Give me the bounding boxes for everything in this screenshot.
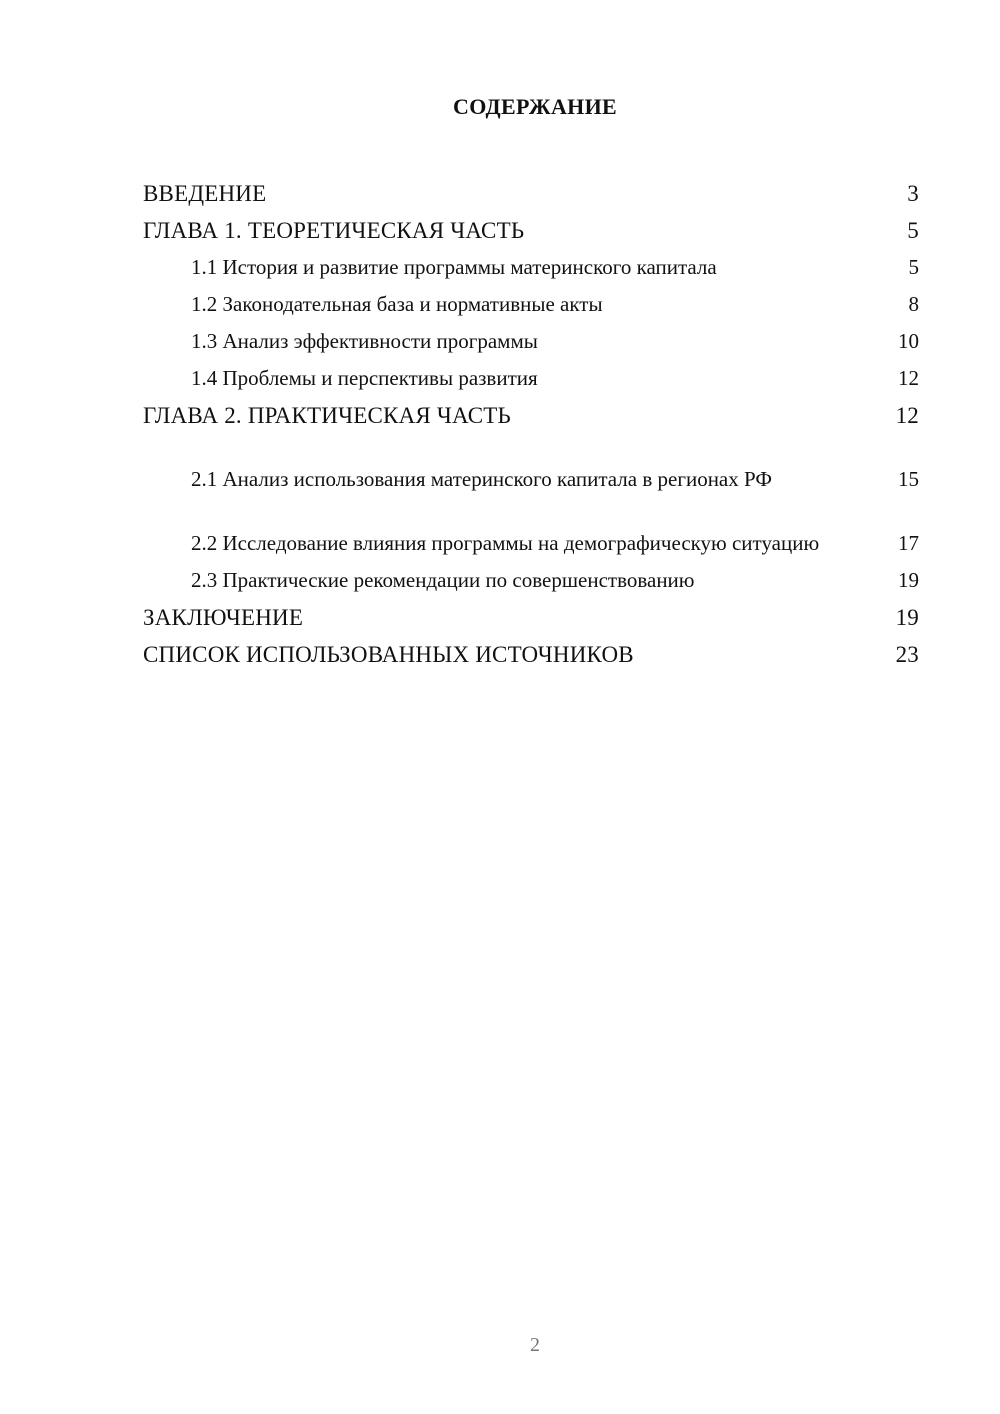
toc-entry-label: 1.3 Анализ эффективности программы: [191, 329, 538, 353]
page-number: 2: [530, 1334, 540, 1356]
toc-entry-section-1-1: [143, 244, 919, 281]
toc-entry-section-2-1: [143, 429, 919, 493]
toc-entry-label: 1.2 Законодательная база и нормативные акты: [191, 292, 603, 316]
toc-entry-section-1-2: [143, 281, 919, 318]
toc-entry-label: 2.2 Исследование влияния программы на демографическую ситуацию: [191, 531, 820, 555]
toc-entry-label: ЗАКЛЮЧЕНИЕ: [143, 605, 304, 630]
toc-entry-page: 23: [895, 642, 919, 667]
toc-entry-section-1-3: [143, 318, 919, 355]
toc-entry-section-2-3: [143, 557, 919, 594]
toc-entry-conclusion: [143, 594, 919, 631]
toc-entry-page: 5: [907, 218, 919, 243]
toc-entry-section-2-2: [143, 493, 919, 557]
toc-entry-page: 3: [907, 181, 919, 206]
toc-entry-label: 2.1 Анализ использования материнского капитала в регионах РФ: [191, 467, 772, 491]
toc-entry-page: 10: [898, 329, 919, 353]
toc-entry-page: 15: [898, 467, 919, 491]
toc-entry-page: 12: [898, 366, 919, 390]
toc-entry-label: 1.1 История и развитие программы материнского капитала: [191, 255, 717, 279]
toc-entry-page: 19: [895, 605, 919, 630]
page-title: СОДЕРЖАНИЕ: [453, 94, 617, 119]
toc-entry-chapter-2: [143, 392, 919, 429]
toc-entry-chapter-1: [143, 207, 919, 244]
toc-entry-section-1-4: [143, 355, 919, 392]
toc-entry-references: [143, 631, 919, 668]
toc-entry-introduction: [143, 170, 919, 207]
toc-entry-page: 17: [898, 531, 919, 555]
toc-entry-label: ГЛАВА 1. ТЕОРЕТИЧЕСКАЯ ЧАСТЬ: [143, 218, 525, 243]
toc-entry-page: 8: [908, 292, 919, 316]
toc-entry-label: ВВЕДЕНИЕ: [143, 181, 267, 206]
toc-entry-label: ГЛАВА 2. ПРАКТИЧЕСКАЯ ЧАСТЬ: [143, 403, 511, 428]
toc-entry-page: 5: [908, 255, 919, 279]
toc-entry-label: 1.4 Проблемы и перспективы развития: [191, 366, 538, 390]
toc-entry-page: 19: [898, 568, 919, 592]
toc-entry-page: 12: [895, 403, 919, 428]
toc-entry-label: СПИСОК ИСПОЛЬЗОВАННЫХ ИСТОЧНИКОВ: [143, 642, 634, 667]
table-of-contents: [143, 170, 919, 668]
toc-entry-label: 2.3 Практические рекомендации по совершенствованию: [191, 568, 695, 592]
